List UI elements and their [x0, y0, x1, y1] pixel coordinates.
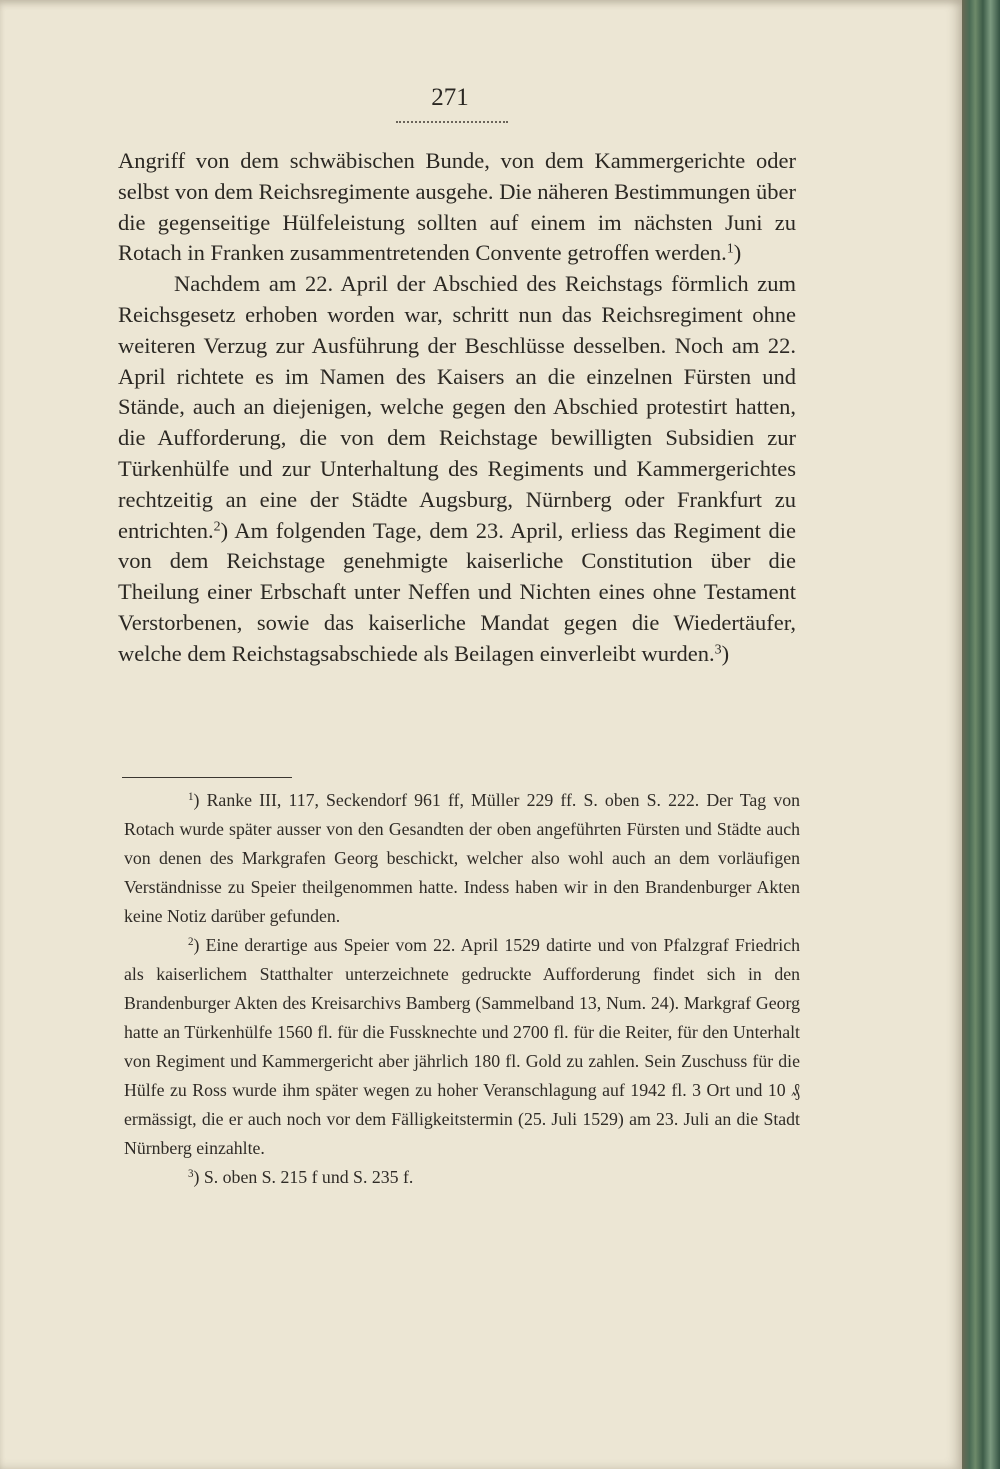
footnote-3-marker: 3 — [188, 1167, 194, 1180]
footnote-1-text: ) Ranke III, 117, Seckendorf 961 ff, Müller 229 ff. S. oben S. 222. Der Tag von Rotach wurde später ausser von den Gesandten der oben angeführten Fürsten und Städte auch von denen des Markgrafen Georg beschickt, welcher also wohl auch an dem vorläufigen Verständnisse zu Speier theilgenommen hatte. Indess haben wir in den Brandenburger Akten keine Notiz darüber gefunden. — [124, 790, 800, 926]
footnote-3 — [124, 1163, 800, 1192]
paragraph-2-text-a: Nachdem am 22. April der Abschied des Reichstags förmlich zum Reichsgesetz erhoben worden war, schritt nun das Reichsregiment ohne weiteren Verzug zur Ausführung der Beschlüsse desselben. Noch am 22. April richtete es im Namen des Kaisers an die einzelnen Fürsten und Stände, auch an diejenigen, welche gegen den Abschied protestirt hatten, die Aufforderung, die von dem Reichstage bewilligten Subsidien zur Türkenhülfe und zur Unterhaltung des Regiments und Kammergerichtes rechtzeitig an eine der Städte Augsburg, Nürnberg oder Frankfurt zu entrichten. — [118, 271, 796, 543]
footnotes — [124, 786, 800, 1192]
footnote-ref-1: 1 — [726, 241, 734, 257]
footnote-1-marker: 1 — [188, 790, 194, 803]
page-number-ornament — [396, 118, 508, 123]
paragraph-1 — [118, 146, 796, 269]
page-number: 271 — [431, 84, 469, 111]
footnote-1 — [124, 786, 800, 931]
footnote-2 — [124, 931, 800, 1163]
paragraph-2 — [118, 269, 796, 669]
paragraph-1-text: Angriff von dem schwäbischen Bunde, von dem Kammergerichte oder selbst von dem Reichsregimente ausgehe. Die näheren Bestimmungen über die gegenseitige Hülfeleistung sollten auf einem im nächsten Juni zu Rotach in Franken zusammentretenden Convente getroffen werden. — [118, 148, 796, 266]
footnote-separator — [122, 777, 292, 778]
footnote-ref-1-paren: ) — [733, 240, 742, 266]
footnote-2-text: ) Eine derartige aus Speier vom 22. April 1529 datirte und von Pfalzgraf Friedrich als kaiserlichem Statthalter unterzeichnete gedruckte Aufforderung findet sich in den Brandenburger Akten des Kreisarchivs Bamberg (Sammelband 13, Num. 24). Markgraf Georg hatte an Türkenhülfe 1560 fl. für die Fussknechte und 2700 fl. für die Reiter, für den Unterhalt von Regiment und Kammergericht aber jährlich 180 fl. Gold zu zahlen. Sein Zuschuss für die Hülfe zu Ross wurde ihm später wegen zu hoher Veranschlagung auf 1942 fl. 3 Ort und 10 ₰ ermässigt, die er auch noch vor dem Fälligkeitstermin (25. Juli 1529) am 23. Juli an die Stadt Nürnberg einzahlte. — [124, 935, 800, 1158]
footnote-ref-2: 2 — [213, 518, 221, 534]
book-binding-edge — [962, 0, 1000, 1469]
footnote-ref-3-paren: ) — [721, 640, 730, 666]
main-text — [118, 146, 796, 670]
footnote-3-text: ) S. oben S. 215 f und S. 235 f. — [193, 1167, 414, 1187]
footnote-ref-3: 3 — [714, 642, 722, 658]
footnote-2-marker: 2 — [188, 935, 194, 948]
paragraph-2-text-b: ) Am folgenden Tage, dem 23. April, erliess das Regiment die von dem Reichstage genehmigte kaiserliche Constitution über die Theilung einer Erbschaft unter Neffen und Nichten eines ohne Testament Verstorbenen, sowie das kaiserliche Mandat gegen die Wiedertäufer, welche dem Reichstagsabschiede als Beilagen einverleibt wurden. — [118, 517, 796, 666]
